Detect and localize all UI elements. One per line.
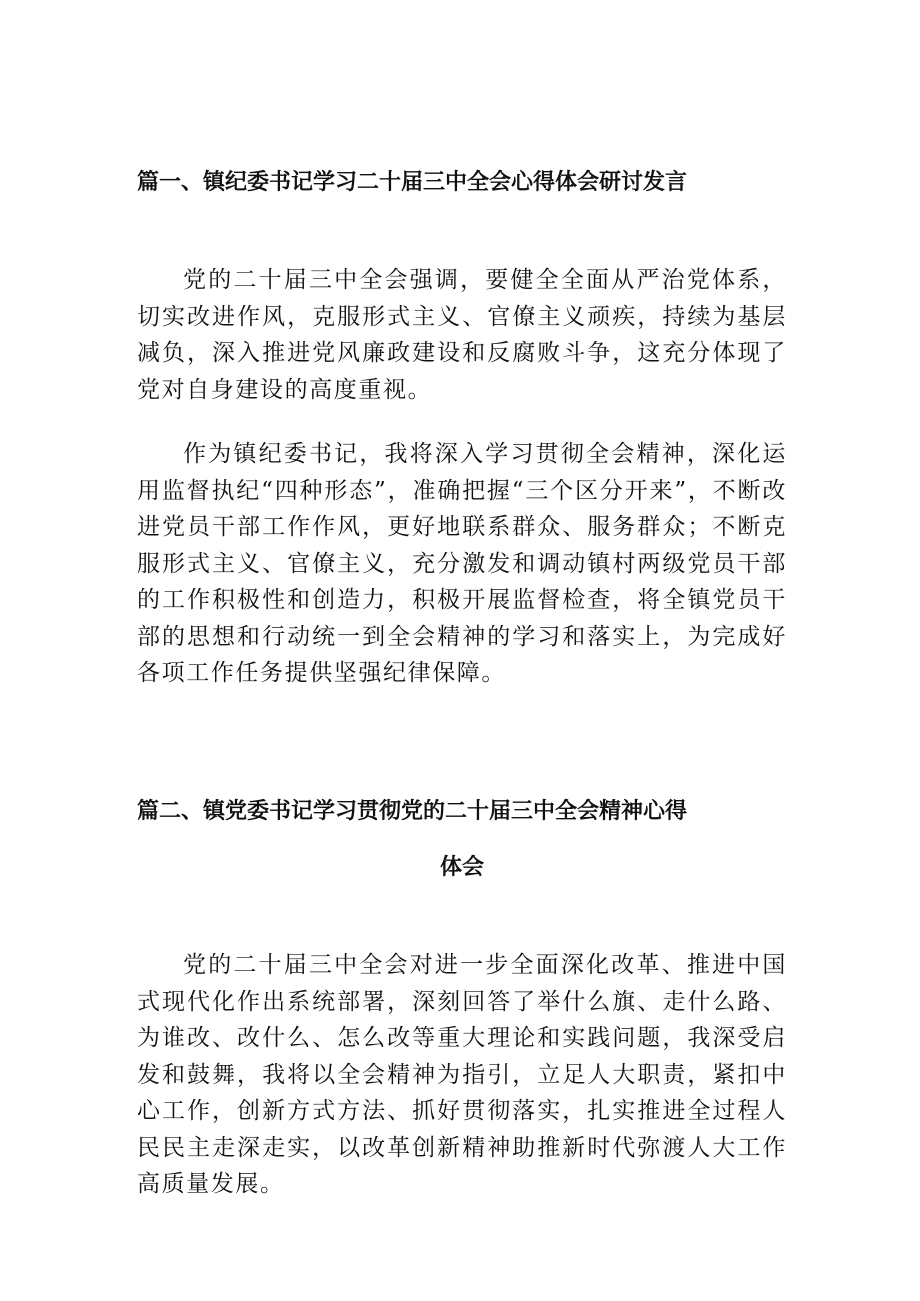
section-1-paragraph-2: 作为镇纪委书记，我将深入学习贯彻全会精神，深化运用监督执纪“四种形态”，准确把握“三个区分开来”，不断改进党员干部工作作风，更好地联系群众、服务群众；不断克服形式主义、官僚主义，充分激发和调动镇村两级党员干部的工作积极性和创造力，积极开展监督检查，将全镇党员干部的思想和行动统一到全会精神的学习和落实上，为完成好各项工作任务提供坚强纪律保障。 — [137, 441, 787, 686]
section-2-title-line-1: 篇二、镇党委书记学习贯彻党的二十届三中全会精神心得 — [137, 799, 688, 824]
section-2-title-line-2: 体会 — [439, 855, 484, 880]
section-1-paragraph-1: 党的二十届三中全会强调，要健全全面从严治党体系，切实改进作风，克服形式主义、官僚主义顽疾，持续为基层减负，深入推进党风廉政建设和反腐败斗争，这充分体现了党对自身建设的高度重视。 — [137, 267, 787, 403]
section-2-paragraph-1: 党的二十届三中全会对进一步全面深化改革、推进中国式现代化作出系统部署，深刻回答了举什么旗、走什么路、为谁改、改什么、怎么改等重大理论和实践问题，我深受启发和鼓舞，我将以全会精神为指引，立足人大职责，紧扣中心工作，创新方式方法、抓好贯彻落实，扎实推进全过程人民民主走深走实，以改革创新精神助推新时代弥渡人大工作高质量发展。 — [137, 952, 787, 1197]
section-1-title: 篇一、镇纪委书记学习二十届三中全会心得体会研讨发言 — [137, 170, 688, 195]
